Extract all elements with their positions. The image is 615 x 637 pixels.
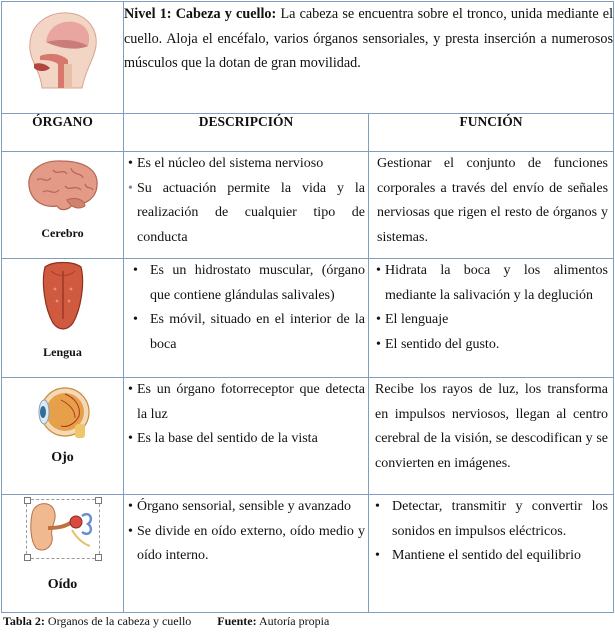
desc-cell-oido (124, 495, 369, 613)
organ-cell-cerebro (2, 152, 124, 259)
desc-cell-cerebro (124, 152, 369, 259)
desc-item: • Se divide en oído externo, oído medio y oído interno. (126, 520, 365, 569)
organ-cell-ojo (2, 378, 124, 495)
caption-source-text: Autoría propia (258, 614, 330, 628)
table-caption (3, 614, 329, 629)
func-item: • Hidrata la boca y los alimentos mediante la salivación y la deglución (374, 259, 608, 308)
header-description: DESCRIPCIÓN (124, 114, 369, 152)
func-cell-lengua (369, 259, 614, 378)
intro-text: La cabeza se encuentra sobre el tronco, unida mediante el cuello. Aloja el encéfalo, varios órganos sensoriales, y presta inserción a numerosos músculos que la dotan de gran movilidad. (124, 6, 614, 71)
eye-icon (35, 384, 91, 440)
func-item: • El lenguaje (374, 308, 608, 333)
func-item: • Detectar, transmitir y convertir los sonidos en impulsos eléctricos. (372, 495, 608, 544)
func-cell-ojo: Recibe los rayos de luz, los transforma en impulsos nerviosos, llegan al centro cerebral de la visión, se descodifican y se convierten en imágenes. (369, 378, 614, 495)
desc-item: • Es la base del sentido de la vista (126, 427, 365, 452)
resize-handle (24, 497, 31, 504)
organ-label: Cerebro (41, 226, 84, 240)
brain-icon (23, 156, 103, 216)
caption-table-label: Tabla 2: (3, 614, 45, 628)
resize-handle (95, 497, 102, 504)
caption-source-label: Fuente: (217, 614, 257, 628)
desc-item: • Es el núcleo del sistema nervioso (126, 152, 365, 177)
resize-handle (24, 554, 31, 561)
func-item: • Mantiene el sentido del equilibrio (372, 544, 608, 569)
func-cell-cerebro: Gestionar el conjunto de funciones corporales a través del envío de señales nerviosas que rigen el resto de órganos y sistemas. (369, 152, 614, 259)
desc-item: • Es un órgano fotorreceptor que detecta la luz (126, 378, 365, 427)
tongue-icon (39, 261, 87, 331)
desc-item: • Es un hidrostato muscular, (órgano que contiene glándulas salivales) (130, 259, 365, 308)
organ-label: Lengua (43, 345, 82, 359)
desc-item: • Órgano sensorial, sensible y avanzado (126, 495, 365, 520)
intro-text-cell (124, 2, 614, 114)
ear-icon (28, 500, 98, 556)
ear-image-frame (26, 499, 100, 559)
organ-table (1, 1, 614, 613)
organ-cell-oido (2, 495, 124, 613)
func-cell-oido (369, 495, 614, 613)
resize-handle (95, 554, 102, 561)
func-item: • El sentido del gusto. (374, 333, 608, 358)
desc-item: • Es móvil, situado en el interior de la boca (130, 308, 365, 357)
desc-item: • Su actuación permite la vida y la realización de cualquier tipo de conducta (126, 177, 365, 251)
head-image-cell (2, 2, 124, 114)
desc-cell-ojo (124, 378, 369, 495)
head-section-icon (22, 8, 104, 92)
intro-heading: Nivel 1: Cabeza y cuello: (124, 6, 277, 22)
desc-cell-lengua (124, 259, 369, 378)
header-function: FUNCIÓN (369, 114, 614, 152)
organ-cell-lengua (2, 259, 124, 378)
organ-label: Ojo (51, 450, 74, 465)
organ-label: Oído (47, 577, 78, 592)
header-organ: ÓRGANO (2, 114, 124, 152)
caption-table-text: Organos de la cabeza y cuello (47, 614, 192, 628)
